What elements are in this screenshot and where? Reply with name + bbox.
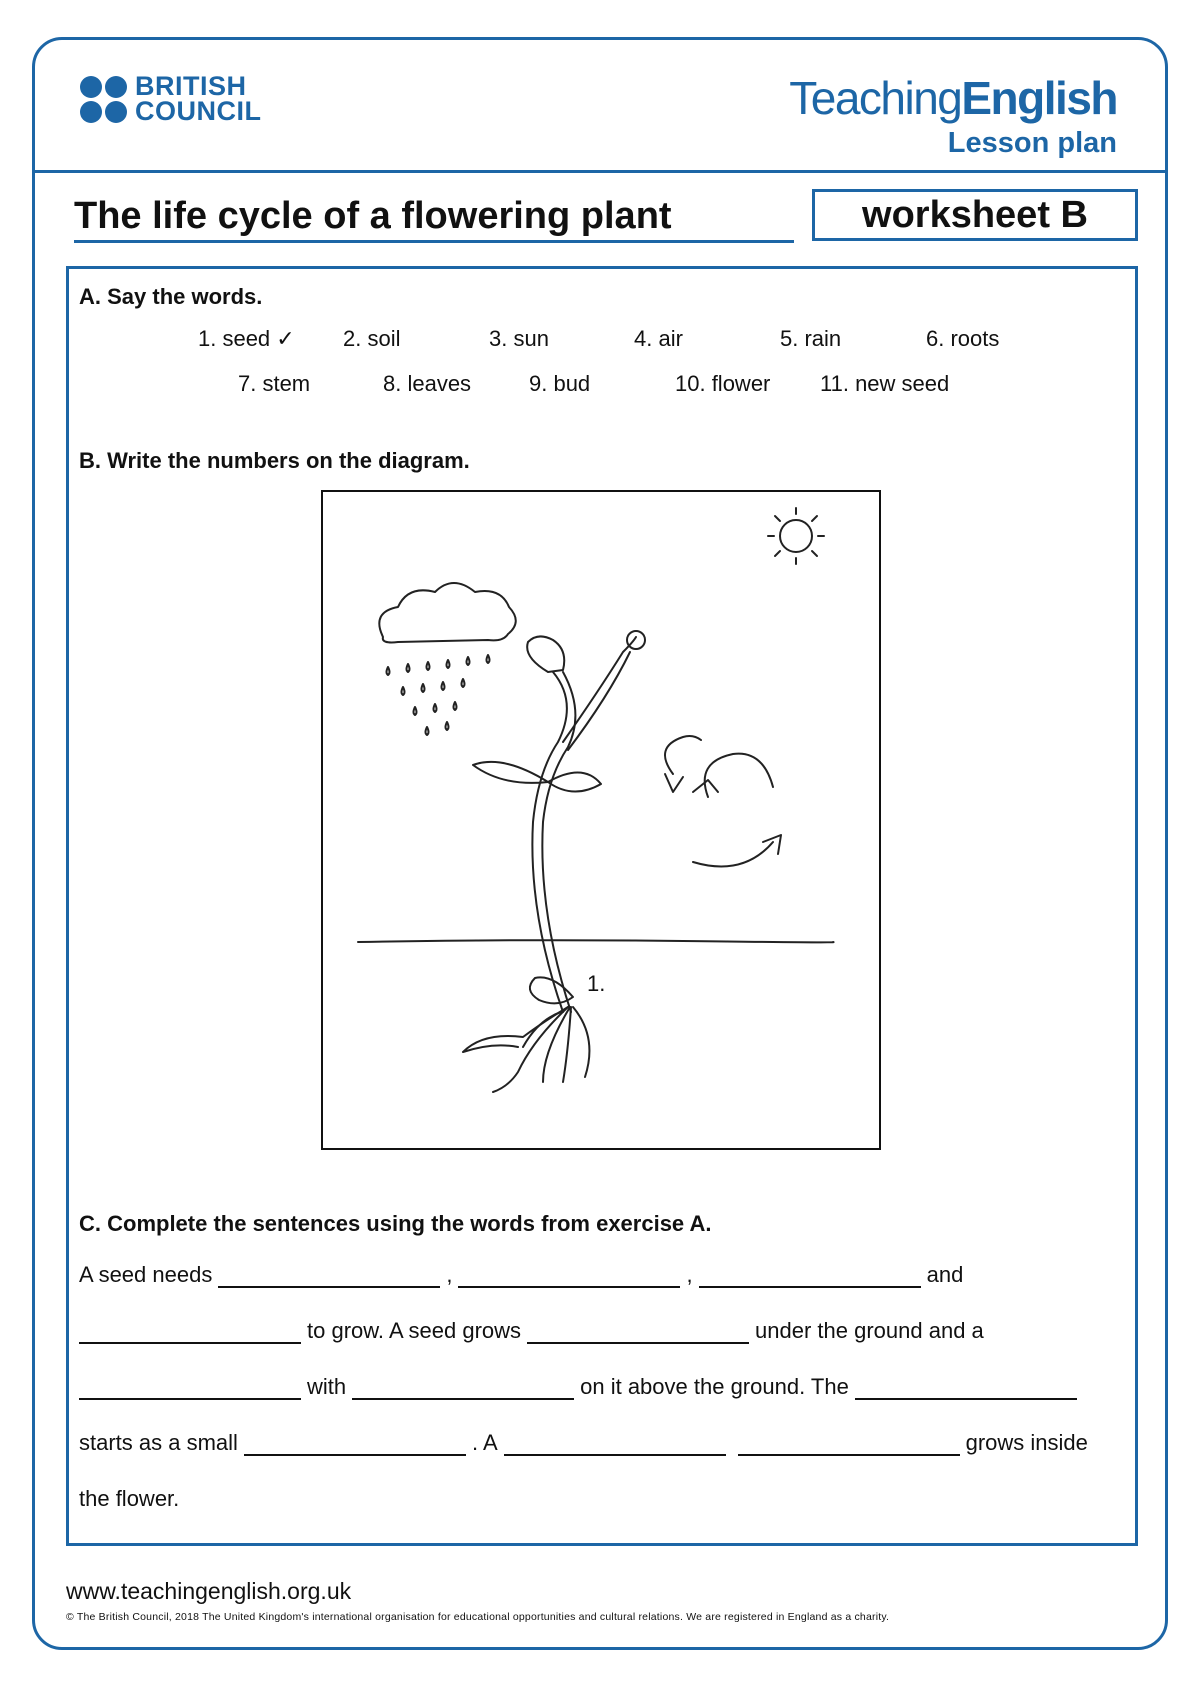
british-council-logo [80,71,262,126]
plant-bud [527,636,564,672]
answer-blank[interactable] [352,1376,574,1400]
answer-blank[interactable] [527,1320,749,1344]
sentence-text: A seed needs [79,1262,213,1287]
te-logo-part2: English [961,72,1117,124]
sentence-line-3 [79,1374,1083,1400]
header-divider [32,170,1168,173]
word-item: 10. flower [675,371,771,396]
word-item: 6. roots [926,326,1000,351]
british-council-dots-icon [80,76,127,123]
te-logo-part1: Teaching [789,72,962,124]
answer-blank[interactable] [79,1376,301,1400]
ground-line [358,940,834,942]
rain-cloud-icon [379,583,515,735]
roots-icon [463,1007,589,1092]
plant-diagram [321,490,881,1150]
sentence-line-4 [79,1430,1088,1456]
page-title: The life cycle of a flowering plant [74,194,794,243]
sentence-text: to grow. A seed grows [307,1318,522,1343]
diagram-label-seed: 1. [587,971,606,996]
sentence-text: on it above the ground. The [580,1374,849,1399]
answer-blank[interactable] [699,1264,921,1288]
word-item: 8. leaves [383,371,472,396]
section-b-heading: B. Write the numbers on the diagram. [79,448,470,473]
word-item: 1. seed ✓ [198,326,295,351]
plant-stem [532,672,575,1012]
sentence-line-5 [79,1486,179,1512]
flower-bud [627,631,645,649]
air-arrows-icon [665,736,781,867]
plant-leaf [548,772,601,791]
sentence-line-2 [79,1318,984,1344]
sentence-line-1 [79,1262,963,1288]
sentence-text: starts as a small [79,1430,238,1455]
bc-logo-line2: COUNCIL [135,96,262,126]
answer-blank[interactable] [504,1432,726,1456]
lesson-plan-label: Lesson plan [947,127,1117,159]
section-a-heading: A. Say the words. [79,284,263,309]
sentence-text: , [446,1262,453,1287]
answer-blank[interactable] [244,1432,466,1456]
footer-copyright: © The British Council, 2018 The United Kingdom's international organisation for educational opportunities and cultural relations. We are registered in England as a charity. [66,1611,890,1623]
sentence-text: under the ground and a [755,1318,984,1343]
answer-blank[interactable] [855,1376,1077,1400]
sentence-text: with [307,1374,347,1399]
word-item: 5. rain [780,326,842,351]
section-c-heading: C. Complete the sentences using the words from exercise A. [79,1211,712,1236]
plant-leaf [473,762,548,783]
word-item: 7. stem [238,371,311,396]
word-item: 3. sun [489,326,549,351]
answer-blank[interactable] [738,1432,960,1456]
sentence-text: the flower. [79,1486,180,1511]
sentence-text: . A [471,1430,498,1455]
footer-url[interactable]: www.teachingenglish.org.uk [66,1578,352,1604]
sentence-text: and [926,1262,964,1287]
sentence-text: grows inside [965,1430,1088,1455]
bc-logo-line1: BRITISH [135,71,247,101]
answer-blank[interactable] [79,1320,301,1344]
word-item: 11. new seed [820,371,950,396]
word-item: 9. bud [529,371,591,396]
sentence-text: , [686,1262,693,1287]
worksheet-label: worksheet B [812,189,1138,241]
answer-blank[interactable] [218,1264,440,1288]
answer-blank[interactable] [458,1264,680,1288]
teaching-english-logo [789,72,1117,160]
word-item: 4. air [634,326,683,351]
sun-icon [768,508,824,564]
word-item: 2. soil [343,326,401,351]
